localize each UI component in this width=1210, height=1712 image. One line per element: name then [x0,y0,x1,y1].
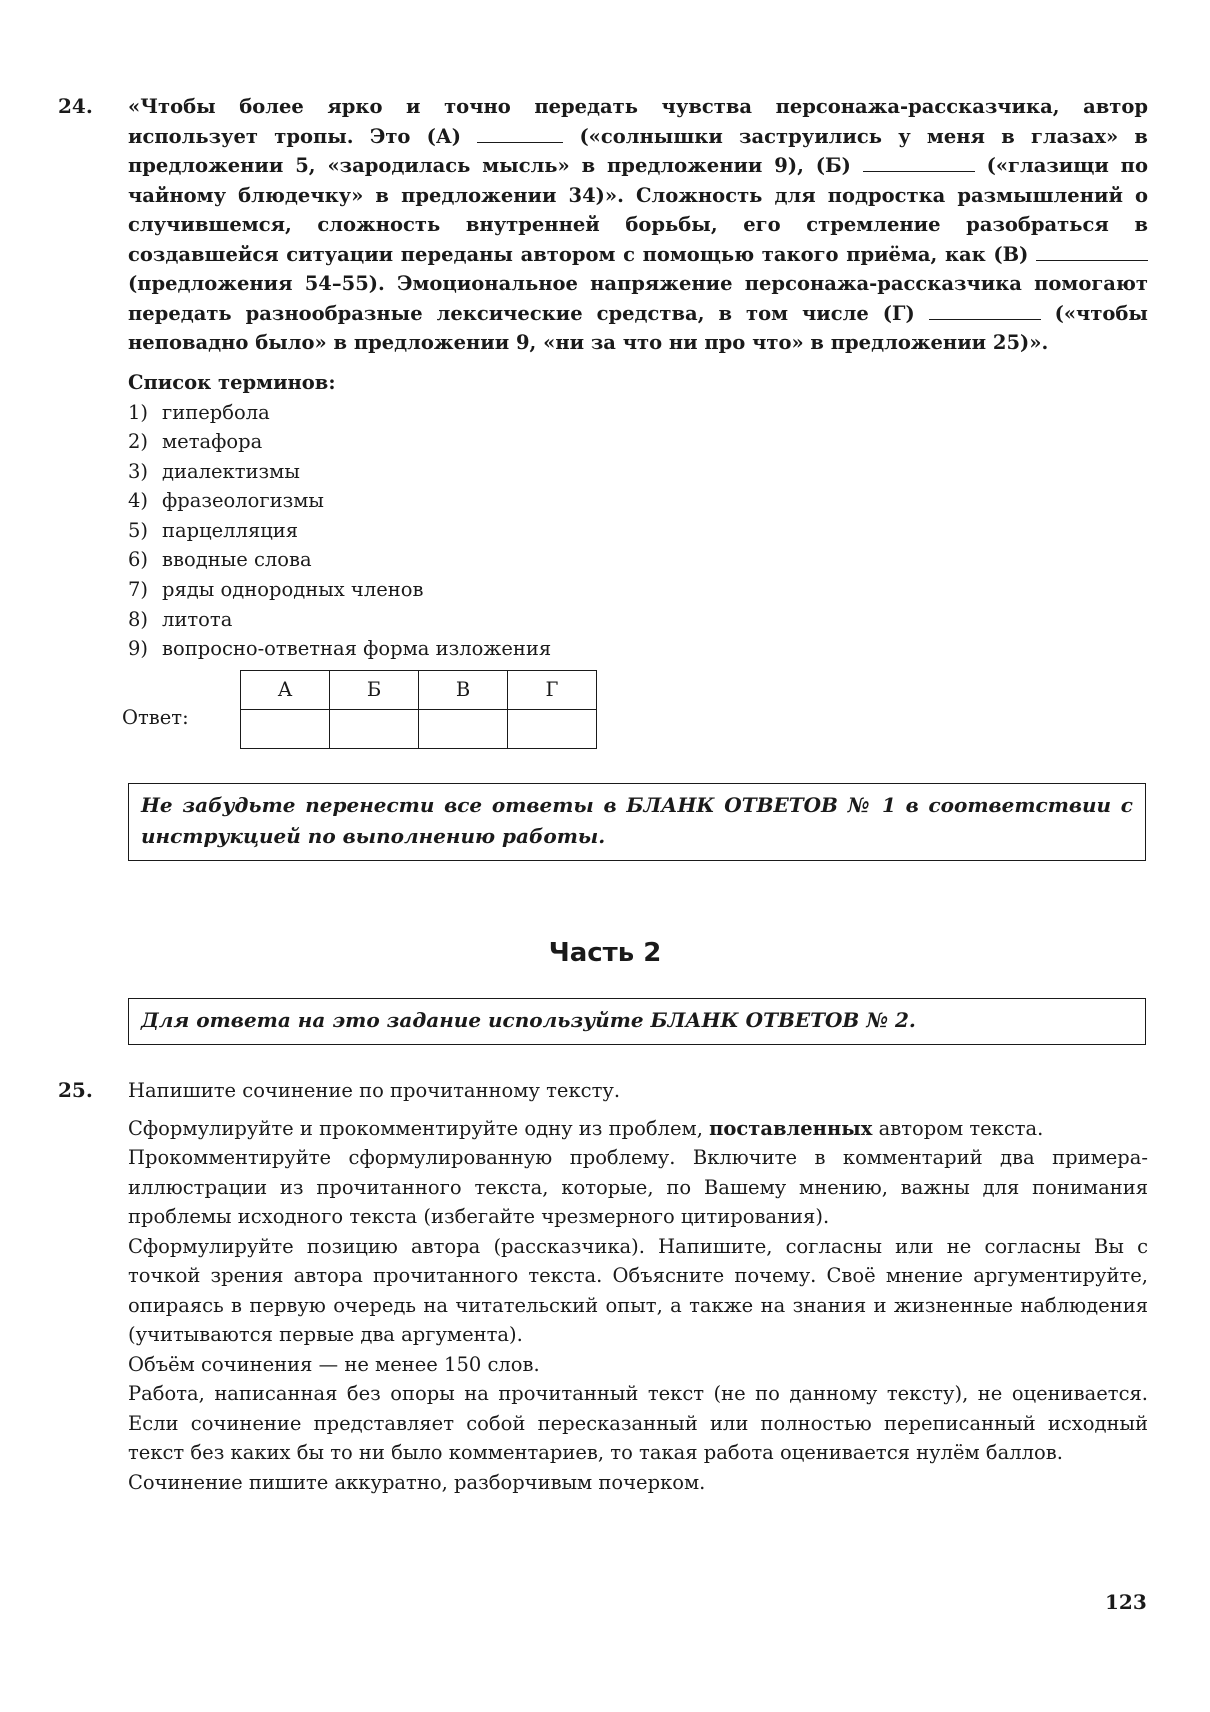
term-number: 3) [128,459,149,483]
task-25-paragraph: Сочинение пишите аккуратно, разборчивым почерком. [128,1470,706,1494]
answer-column-header: Б [330,670,419,709]
answer-row [122,670,1148,754]
term-label: диалектизмы [162,459,300,483]
task-25-intro: Напишите сочинение по прочитанному тексту. [128,1079,621,1102]
answer-table [240,670,597,749]
question-text: «Чтобы более ярко и точно передать чувства персонажа-рассказчика, автор использует тропы. Это (А) [128,95,1148,148]
term-label: литота [162,607,233,631]
task-25-paragraph: Прокомментируйте сформулированную проблему. Включите в комментарий два примера-иллюстрации из прочитанного текста, которые, по Вашему мнению, важны для понимания проблемы исходного текста (избегайте чрезмерного цитирования). [128,1146,1148,1228]
task-number: 24. [58,94,93,118]
note-transfer-answers: Не забудьте перенести все ответы в БЛАНК ОТВЕТОВ № 1 в соответствии с инструкцией по выполнению работы. [128,783,1146,861]
answer-cell-g[interactable] [508,709,597,748]
term-number: 4) [128,489,149,513]
term-number: 8) [128,607,149,631]
blank-g [929,303,1041,320]
term-item [128,427,1148,457]
task-24-body [122,92,1148,754]
term-number: 5) [128,518,149,542]
term-number: 2) [128,430,149,454]
terms-title: Список терминов: [128,370,336,394]
term-item [128,545,1148,575]
term-item [128,575,1148,605]
blank-a [477,126,563,143]
term-label: вводные слова [162,548,312,572]
term-number: 9) [128,637,149,661]
answer-cell-b[interactable] [330,709,419,748]
task-25-paragraph: Объём сочинения — не менее 150 слов. [128,1352,540,1376]
paragraph-bold-text: поставленных [709,1116,873,1140]
answer-column-header: В [419,670,508,709]
answer-cell-v[interactable] [419,709,508,748]
question-text: («солнышки заструились у меня в глазах» в предложении 5, «зародилась мысль» в предложении 9), (Б) [128,124,1148,177]
term-number: 1) [128,400,149,424]
blank-v [1036,244,1148,261]
task-25-paragraph: Работа, написанная без опоры на прочитанный текст (не по данному тексту), не оценивается. Если сочинение представляет собой пересказанный или полностью переписанный исходный текст без каких бы то ни было комментариев, то такая работа оценивается нулём баллов. [128,1382,1148,1464]
term-item [128,486,1148,516]
term-number: 7) [128,578,149,602]
term-item [128,605,1148,635]
term-number: 6) [128,548,149,572]
term-item [128,457,1148,487]
term-item [128,634,1148,664]
page-number: 123 [1105,1590,1147,1614]
term-label: фразеологизмы [162,489,324,513]
terms-list [128,398,1148,664]
question-text: (предложения 54–55). Эмоциональное напряжение персонажа-рассказчика помогают передать разнообразные лексические средства, в том числе (Г) [128,272,1148,325]
term-label: ряды однородных членов [162,578,424,602]
note-answer-form-2: Для ответа на это задание используйте БЛАНК ОТВЕТОВ № 2. [128,998,1146,1045]
term-label: парцелляция [162,518,299,542]
term-label: гипербола [162,400,270,424]
task-25-paragraph [128,1114,1148,1144]
term-label: вопросно-ответная форма изложения [162,637,552,661]
term-item [128,516,1148,546]
term-item [128,398,1148,428]
term-label: метафора [162,430,263,454]
task-number: 25. [58,1078,93,1102]
answer-label: Ответ: [122,705,189,729]
question-text: («глазищи по чайному блюдечку» в предложении 34)». Сложность для подростка размышлений о случившемся, сложность внутренней борьбы, его стремление разобраться в создавшейся ситуации переданы автором с помощью такого приёма, как (В) [128,154,1148,266]
paragraph-text: автором текста. [878,1116,1044,1140]
answer-cell-a[interactable] [241,709,330,748]
task-25-body [128,1076,1148,1497]
paragraph-text: Сформулируйте и прокомментируйте одну из проблем, [128,1116,703,1140]
question-text: («чтобы неповадно было» в предложении 9, «ни за что ни про что» в предложении 25)». [128,301,1148,354]
answer-column-header: А [241,670,330,709]
task-24-question [128,92,1148,358]
task-25-paragraph: Сформулируйте позицию автора (рассказчика). Напишите, согласны или не согласны Вы с точкой зрения автора прочитанного текста. Объясните почему. Своё мнение аргументируйте, опираясь в первую очередь на читательский опыт, а также на знания и жизненные наблюдения (учитываются первые два аргумента). [128,1234,1148,1346]
part-2-heading: Часть 2 [548,938,662,968]
blank-b [863,155,975,172]
answer-column-header: Г [508,670,597,709]
